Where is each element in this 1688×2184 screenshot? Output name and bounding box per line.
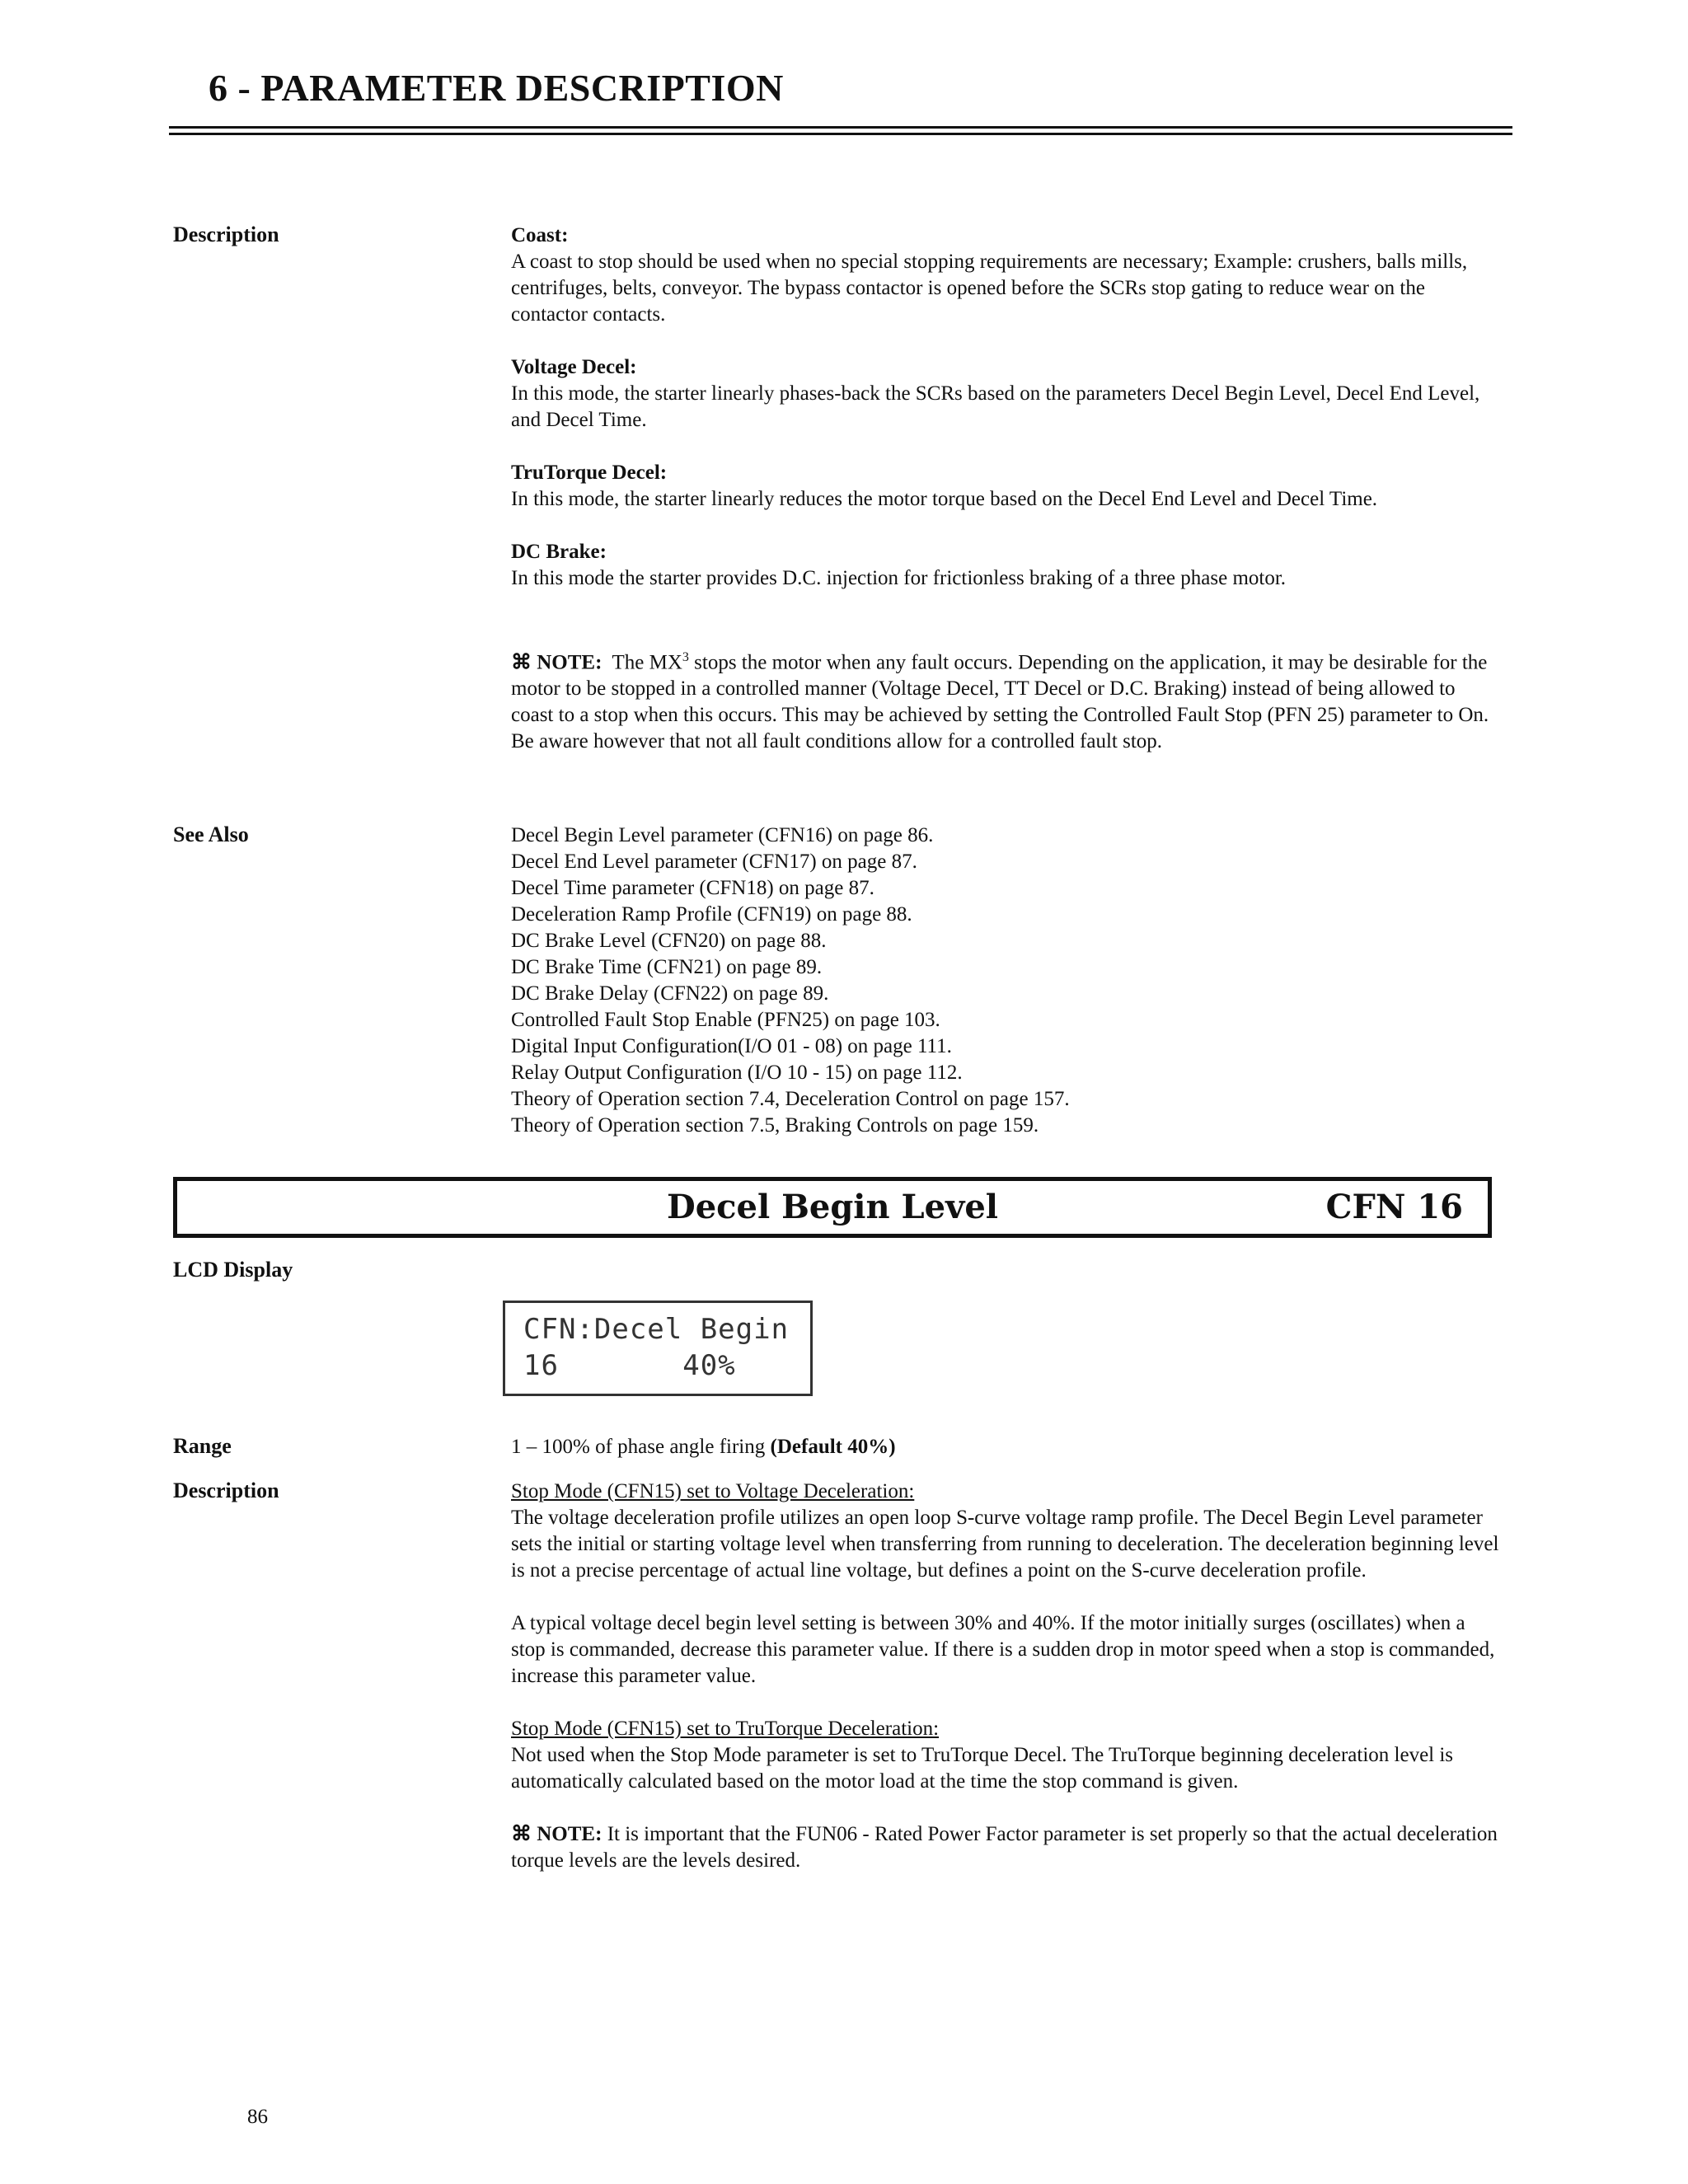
note-label: ⌘ NOTE: [511,651,603,674]
range-value [511,1434,1500,1460]
typical-setting-text: A typical voltage decel begin level setting is between 30% and 40%. If the motor initially surges (oscillates) when a stop is commanded, decrease this parameter value. If there is a sudden drop in motor speed when a stop is commanded, increase this parameter value. [511,1612,1495,1687]
see-also-item: Controlled Fault Stop Enable (PFN25) on page 103. [511,1009,940,1031]
voltage-decel-text: In this mode, the starter linearly phases-back the SCRs based on the parameters Decel Begin Level, Decel End Level, and Decel Time. [511,382,1480,431]
range-default: (Default 40%) [770,1436,896,1458]
dc-brake-title: DC Brake: [511,541,607,563]
power-factor-note-text: It is important that the FUN06 - Rated Power Factor parameter is set properly so that the actual deceleration torque levels are the levels desired. [511,1823,1498,1872]
coast-block [511,223,1500,328]
lcd-display [503,1301,813,1396]
lcd-display-label: LCD Display [173,1258,293,1282]
trutorque-decel-text: In this mode, the starter linearly reduces the motor torque based on the Decel End Level and Decel Time. [511,488,1378,510]
dc-brake-text: In this mode the starter provides D.C. injection for frictionless braking of a three phase motor. [511,567,1287,589]
stop-mode-description [511,223,1500,781]
note-mx: The MX [612,651,682,674]
trutorque-decel-block [511,460,1500,513]
description-label: Description [173,223,279,246]
voltage-decel-title: Voltage Decel: [511,356,637,378]
trutorque-mode-text: Not used when the Stop Mode parameter is set to TruTorque Decel. The TruTorque beginning deceleration level is automatically calculated based on the motor load at the time the stop command is given. [511,1744,1454,1793]
see-also-item: Decel Time parameter (CFN18) on page 87. [511,877,874,899]
see-also-item: Relay Output Configuration (I/O 10 - 15) on page 112. [511,1062,963,1084]
see-also-item: DC Brake Time (CFN21) on page 89. [511,956,823,978]
note-text: stops the motor when any fault occurs. Depending on the application, it may be desirable for the motor to be stopped in a controlled manner (Voltage Decel, TT Decel or D.C. Braking) instead of being allowed to coast to a stop when this occurs. This may be achieved by setting the Controlled Fault Stop (PFN 25) parameter to On. Be aware however that not all fault conditions allow for a controlled fault stop. [511,651,1489,753]
range-text: 1 – 100% of phase angle firing [511,1436,771,1458]
power-factor-note [511,1821,1500,1874]
see-also-list [511,823,1500,1139]
page-header-title: 6 - PARAMETER DESCRIPTION [209,67,784,109]
note-mx-superscript: 3 [682,650,689,664]
range-label: Range [173,1434,232,1458]
param-description-label: Description [173,1479,279,1502]
see-also-item: Decel Begin Level parameter (CFN16) on page 86. [511,824,934,846]
header-rule-bottom [169,133,1512,135]
dc-brake-block [511,539,1500,592]
voltage-decel-block [511,354,1500,434]
fault-stop-note [511,644,1500,755]
see-also-item: Decel End Level parameter (CFN17) on page 87. [511,851,917,873]
lcd-line-1: CFN:Decel Begin [523,1313,790,1346]
voltage-decel-mode-text: The voltage deceleration profile utilizes an open loop S-curve voltage ramp profile. The Decel Begin Level parameter sets the initial or starting voltage level when transferring from running to deceleration. The deceleration beginning level is not a precise percentage of actual line voltage, but defines a point on the S-curve deceleration profile. [511,1507,1499,1582]
trutorque-decel-heading: Stop Mode (CFN15) set to TruTorque Deceleration: [511,1718,940,1740]
parameter-title: Decel Begin Level [667,1188,998,1226]
coast-title: Coast: [511,224,569,246]
trutorque-mode-block [511,1716,1500,1795]
note-label: ⌘ NOTE: [511,1823,603,1845]
page-number: 86 [247,2106,268,2128]
lcd-line-2: 16 40% [523,1349,736,1382]
see-also-label: See Also [173,823,249,846]
voltage-decel-heading: Stop Mode (CFN15) set to Voltage Deceleration: [511,1480,915,1502]
see-also-item: Theory of Operation section 7.4, Deceleration Control on page 157. [511,1088,1070,1110]
see-also-item: Deceleration Ramp Profile (CFN19) on page 88. [511,903,912,926]
trutorque-decel-title: TruTorque Decel: [511,462,668,484]
see-also-item: DC Brake Delay (CFN22) on page 89. [511,982,829,1005]
param-description [511,1479,1500,1900]
coast-text: A coast to stop should be used when no special stopping requirements are necessary; Example: crushers, balls mills, centrifuges, belts, conveyor. The bypass contactor is opened before the SCRs stop gating to reduce wear on the contactor contacts. [511,251,1468,326]
voltage-decel-mode-block [511,1479,1500,1584]
see-also-item: Theory of Operation section 7.5, Braking Controls on page 159. [511,1114,1039,1137]
parameter-title-box [173,1177,1492,1238]
see-also-item: DC Brake Level (CFN20) on page 88. [511,930,827,952]
parameter-code: CFN 16 [1325,1188,1463,1226]
header-rule-top [169,126,1512,129]
see-also-item: Digital Input Configuration(I/O 01 - 08) on page 111. [511,1035,952,1057]
